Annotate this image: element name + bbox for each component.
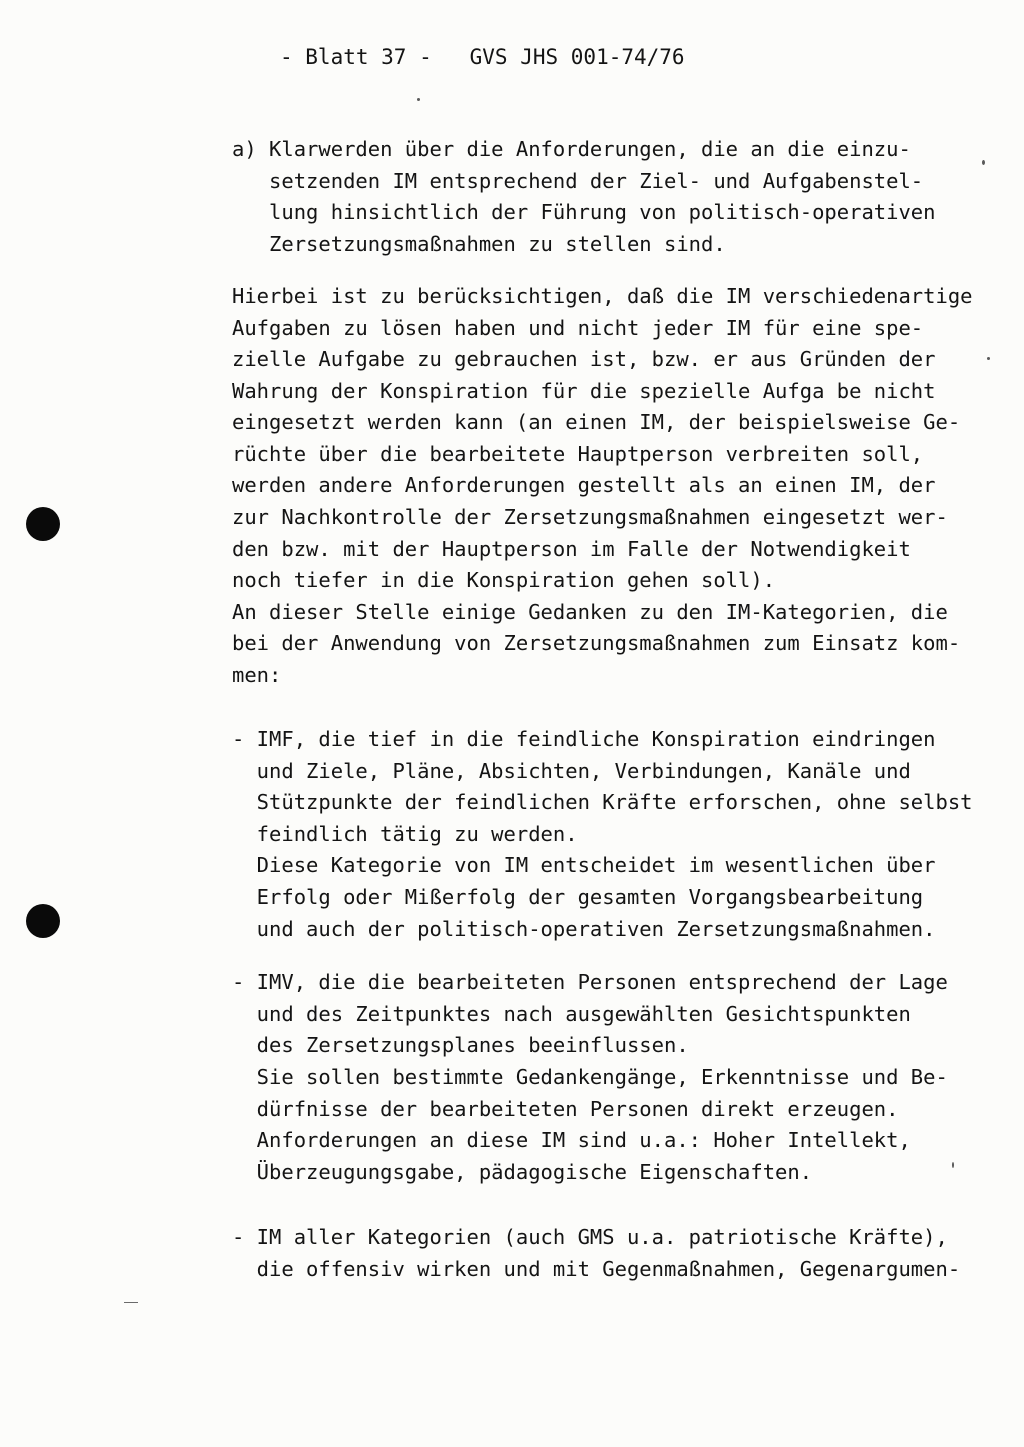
paragraph-main-line: bei der Anwendung von Zersetzungsmaßnahmen zum Einsatz kom- [232, 631, 961, 655]
paragraph-a-line: a) Klarwerden über die Anforderungen, die an die einzu- [232, 137, 911, 161]
bullet-imf-line: Diese Kategorie von IM entscheidet im wesentlichen über [232, 853, 936, 877]
bullet-imv-line: - IMV, die die bearbeiteten Personen entsprechend der Lage [232, 970, 948, 994]
paragraph-a-line: setzenden IM entsprechend der Ziel- und Aufgabenstel- [232, 169, 924, 193]
paragraph-a-line: Zersetzungsmaßnahmen zu stellen sind. [232, 232, 726, 256]
bullet-imf-line: - IMF, die tief in die feindliche Konspiration eindringen [232, 727, 936, 751]
bullet-imv-line: des Zersetzungsplanes beeinflussen. [232, 1033, 689, 1057]
bullet-imv-line: Anforderungen an diese IM sind u.a.: Hoher Intellekt, [232, 1128, 911, 1152]
paragraph-main-line: Aufgaben zu lösen haben und nicht jeder IM für eine spe- [232, 316, 924, 340]
paragraph-main-line: noch tiefer in die Konspiration gehen soll). [232, 568, 776, 592]
bullet-imv-line: und des Zeitpunktes nach ausgewählten Gesichtspunkten [232, 1002, 911, 1026]
paragraph-main-line: zur Nachkontrolle der Zersetzungsmaßnahmen eingesetzt wer- [232, 505, 948, 529]
paragraph-a-line: lung hinsichtlich der Führung von politisch-operativen [232, 200, 936, 224]
paragraph-main-line: den bzw. mit der Hauptperson im Falle der Notwendigkeit [232, 537, 911, 561]
scan-speck [987, 357, 990, 360]
paragraph-main-line: Wahrung der Konspiration für die spezielle Aufga be nicht [232, 379, 936, 403]
paragraph-main-line: zielle Aufgabe zu gebrauchen ist, bzw. er aus Gründen der [232, 347, 936, 371]
paragraph-main-line: men: [232, 663, 282, 687]
bullet-imf-line: Erfolg oder Mißerfolg der gesamten Vorgangsbearbeitung [232, 885, 924, 909]
paragraph-main-line: An dieser Stelle einige Gedanken zu den IM-Kategorien, die [232, 600, 948, 624]
bullet-all-line: - IM aller Kategorien (auch GMS u.a. patriotische Kräfte), [232, 1225, 948, 1249]
bullet-imv-line: Überzeugungsgabe, pädagogische Eigenschaften. [232, 1160, 813, 1184]
punch-hole-lower [26, 904, 60, 938]
bullet-imf-line: Stützpunkte der feindlichen Kräfte erforschen, ohne selbst [232, 790, 973, 814]
scan-stroke [124, 1302, 138, 1303]
page-header: - Blatt 37 - GVS JHS 001-74/76 [280, 45, 685, 69]
bullet-all-line: die offensiv wirken und mit Gegenmaßnahmen, Gegenargumen- [232, 1257, 961, 1281]
punch-hole-upper [26, 507, 60, 541]
paragraph-main-line: werden andere Anforderungen gestellt als an einen IM, der [232, 473, 936, 497]
bullet-imv-line: dürfnisse der bearbeiteten Personen direkt erzeugen. [232, 1097, 899, 1121]
bullet-imf-line: feindlich tätig zu werden. [232, 822, 578, 846]
bullet-imf-line: und Ziele, Pläne, Absichten, Verbindungen, Kanäle und [232, 759, 911, 783]
bullet-imv-line: Sie sollen bestimmte Gedankengänge, Erkenntnisse und Be- [232, 1065, 948, 1089]
scan-speck [982, 160, 985, 165]
paragraph-main-line: eingesetzt werden kann (an einen IM, der beispielsweise Ge- [232, 410, 961, 434]
bullet-imf-line: und auch der politisch-operativen Zersetzungsmaßnahmen. [232, 917, 936, 941]
scan-speck [952, 1162, 954, 1168]
paragraph-main-line: Hierbei ist zu berücksichtigen, daß die IM verschiedenartige [232, 284, 973, 308]
paragraph-main-line: rüchte über die bearbeitete Hauptperson verbreiten soll, [232, 442, 924, 466]
scan-speck [417, 98, 420, 101]
